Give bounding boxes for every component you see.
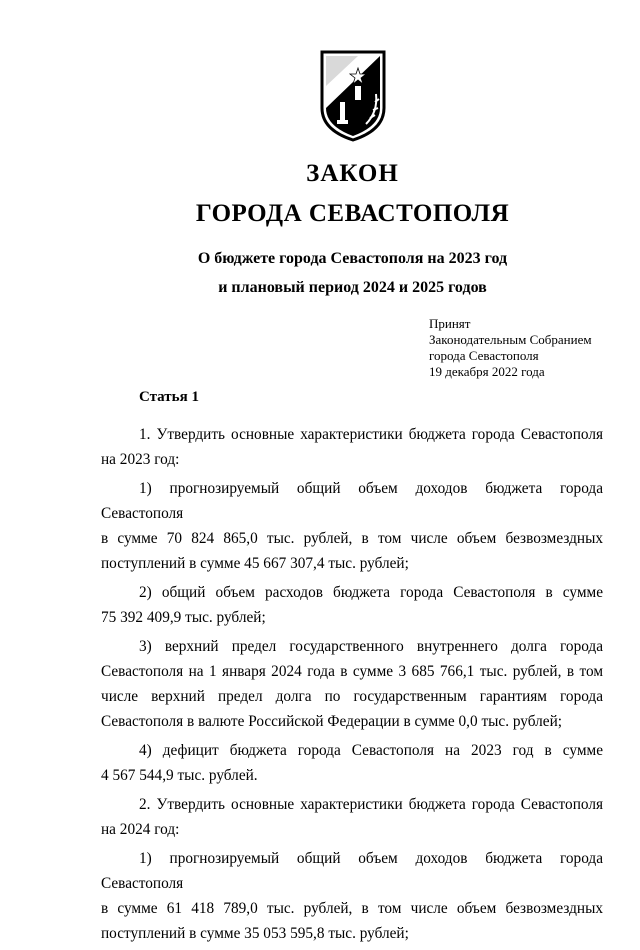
article-paragraph	[101, 580, 603, 630]
paragraph-line: 1) прогнозируемый общий объем доходов бюджета города Севастополя	[101, 850, 603, 892]
article-paragraph	[101, 792, 603, 842]
paragraph-line: поступлений в сумме 35 053 595,8 тыс. рублей;	[101, 925, 409, 942]
paragraph-line: в сумме 61 418 789,0 тыс. рублей, в том числе объем безвозмездных	[101, 900, 603, 917]
paragraph-line: на 2024 год:	[101, 821, 180, 838]
paragraph-line: Севастополя на 1 января 2024 года в сумме 3 685 766,1 тыс. рублей, в том	[101, 663, 603, 680]
paragraph-line: в сумме 70 824 865,0 тыс. рублей, в том числе объем безвозмездных	[101, 530, 603, 547]
adoption-block	[429, 316, 592, 380]
law-name-line-2: и плановый период 2024 и 2025 годов	[218, 279, 487, 296]
paragraph-line: 2) общий объем расходов бюджета города Севастополя в сумме	[139, 584, 603, 601]
article-paragraph	[101, 422, 603, 472]
paragraph-line: 1) прогнозируемый общий объем доходов бюджета города Севастополя	[101, 480, 603, 522]
article-paragraph	[101, 476, 603, 576]
article-body	[101, 422, 603, 950]
article-paragraph	[101, 846, 603, 946]
paragraph-line: 75 392 409,9 тыс. рублей;	[101, 609, 266, 626]
document-subtitle: ГОРОДА СЕВАСТОПОЛЯ	[195, 200, 510, 227]
article-heading: Статья 1	[139, 389, 199, 405]
paragraph-line: 2. Утвердить основные характеристики бюджета города Севастополя	[139, 796, 603, 813]
article-paragraph	[101, 738, 603, 788]
document-title: ЗАКОН	[306, 160, 399, 187]
law-name-line-1: О бюджете города Севастополя на 2023 год	[197, 250, 508, 267]
paragraph-line: 4) дефицит бюджета города Севастополя на 2023 год в сумме	[139, 742, 603, 759]
paragraph-line: на 2023 год:	[101, 451, 180, 468]
adoption-line: Законодательным Собранием	[429, 332, 592, 347]
article-paragraph	[101, 634, 603, 734]
paragraph-line: числе верхний предел долга по государственным гарантиям города	[101, 688, 603, 705]
paragraph-line: 4 567 544,9 тыс. рублей.	[101, 767, 258, 784]
coat-of-arms-icon	[318, 46, 388, 142]
paragraph-line: 3) верхний предел государственного внутреннего долга города	[139, 638, 603, 655]
adoption-line: Принят	[429, 316, 471, 331]
paragraph-line: 1. Утвердить основные характеристики бюджета города Севастополя	[139, 426, 603, 443]
adoption-date: 19 декабря 2022 года	[429, 364, 545, 379]
paragraph-line: поступлений в сумме 45 667 307,4 тыс. рублей;	[101, 555, 409, 572]
paragraph-line: Севастополя в валюте Российской Федерации в сумме 0,0 тыс. рублей;	[101, 713, 563, 730]
adoption-line: города Севастополя	[429, 348, 539, 363]
